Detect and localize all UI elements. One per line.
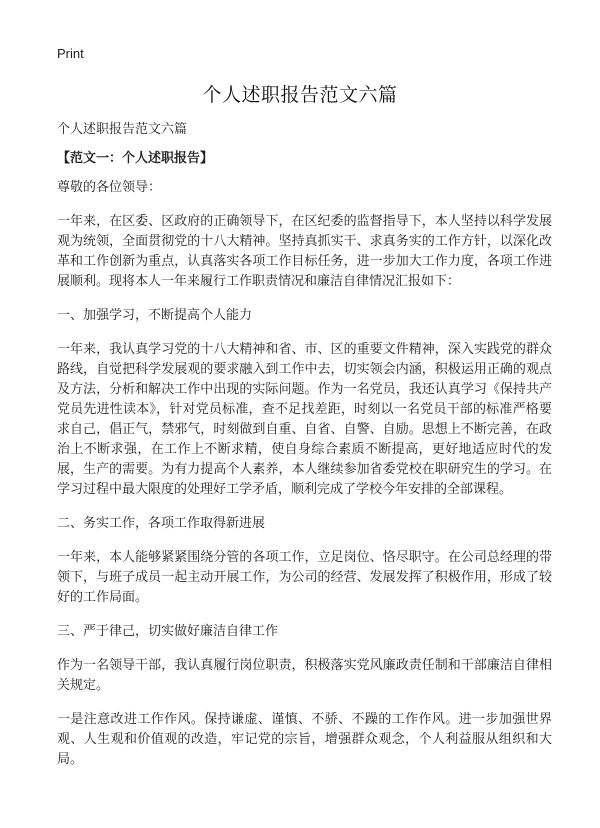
paragraph-study: 一年来，我认真学习党的十八大精神和省、市、区的重要文件精神，深入实践党的群众路线，自觉把科学发展观的要求融入到工作中去，切实领会内涵，积极运用正确的观点及方法，分析和解决工作中出现的实际问题。作为一名党员，我还认真学习《保持共产党员先进性读本》，针对党员标准，查不足找差距，时刻以一名党员干部的标准严格要求自己，倡正气，禁邪气，时刻做到自重、自省、自警、自励。思想上不断完善，在政治上不断求强，在工作上不断求精，使自身综合素质不断提高，更好地适应时代的发展，生产的需要。为有力提高个人素养，本人继续参加省委党校在职研究生的学习。在学习过程中最大限度的处理好工学矛盾，顺利完成了学校今年安排的全部课程。 (57, 342, 552, 497)
section-heading: 【范文一：个人述职报告】 (57, 151, 214, 166)
print-link[interactable]: Print (57, 46, 84, 61)
heading-work: 二、务实工作，各项工作取得新进展 (57, 516, 266, 531)
paragraph-work: 一年来，本人能够紧紧围绕分管的各项工作，立足岗位、恪尽职守。在公司总经理的带领下，与班子成员一起主动开展工作，为公司的经营、发展发挥了积极作用，形成了较好的工作局面。 (57, 550, 552, 605)
paragraph-integrity: 作为一名领导干部，我认真履行岗位职责，积极落实党风廉政责任制和干部廉洁自律相关规定。 (57, 658, 552, 693)
document-subtitle: 个人述职报告范文六篇 (57, 122, 188, 137)
greeting: 尊敬的各位领导： (57, 180, 162, 195)
document-body (57, 120, 552, 784)
paragraph-style: 一是注意改进工作作风。保持谦虚、谨慎、不骄、不躁的工作作风。进一步加强世界观、人生观和价值观的改造，牢记党的宗旨，增强群众观念，个人利益服从组织和大局。 (57, 712, 552, 767)
intro-paragraph: 一年来，在区委、区政府的正确领导下，在区纪委的监督指导下，本人坚持以科学发展观为统领，全面贯彻党的十八大精神。坚持真抓实干、求真务实的工作方针，以深化改革和工作创新为重点，认真落实各项工作目标任务，进一步加大工作力度，各项工作进展顺利。现将本人一年来履行工作职责情况和廉洁自律情况汇报如下： (57, 214, 552, 289)
heading-integrity: 三、严于律己，切实做好廉洁自律工作 (57, 624, 279, 639)
page-title: 个人述职报告范文六篇 (202, 84, 398, 106)
heading-study: 一、加强学习，不断提高个人能力 (57, 308, 253, 323)
